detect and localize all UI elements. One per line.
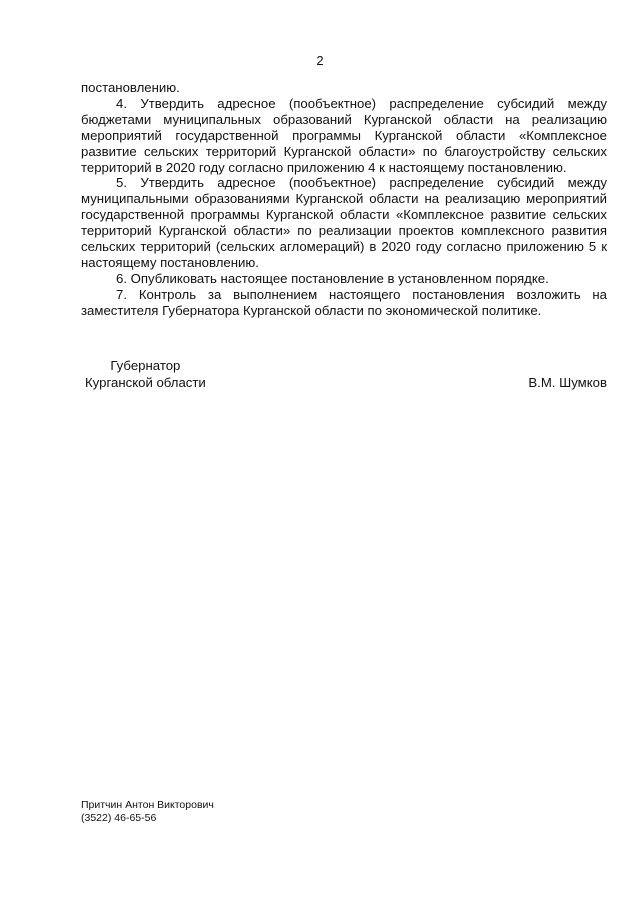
signature-block — [81, 357, 607, 397]
page-number: 2 — [316, 53, 324, 68]
paragraph-item-6: 6. Опубликовать настоящее постановление в установленном порядке. — [116, 270, 549, 286]
signatory-title-line2: Курганской области — [85, 375, 206, 390]
paragraph-item-4: 4. Утвердить адресное (пообъектное) распределение субсидий между бюджетами муниципальных образований Курганской области на реализацию мероприятий государственной программы Курганской области «Комплексное развитие сельских территорий Курганской области» по благоустройству сельских территорий в 2020 году согласно приложению 4 к настоящему постановлению. — [81, 95, 607, 175]
paragraph-continuation: постановлению. — [81, 80, 180, 95]
signatory-name: В.М. Шумков — [528, 375, 607, 390]
document-body — [81, 80, 607, 319]
signatory-title-line1: Губернатор — [110, 358, 181, 373]
contact-name: Притчин Антон Викторович — [81, 799, 214, 811]
paragraph-item-5: 5. Утвердить адресное (пообъектное) распределение субсидий между муниципальными образованиями Курганской области на реализацию мероприятий государственной программы Курганской области «Комплексное развитие сельских территорий Курганской области» по реализации проектов комплексного развития сельских территорий (сельских агломераций) в 2020 году согласно приложению 5 к настоящему постановлению. — [81, 175, 607, 270]
contact-block — [81, 799, 214, 825]
signatory-title — [85, 357, 206, 391]
paragraph-item-7: 7. Контроль за выполнением настоящего постановления возложить на заместителя Губернатора Курганской области по экономической политике. — [81, 286, 607, 318]
contact-phone: (3522) 46-65-56 — [81, 812, 157, 824]
